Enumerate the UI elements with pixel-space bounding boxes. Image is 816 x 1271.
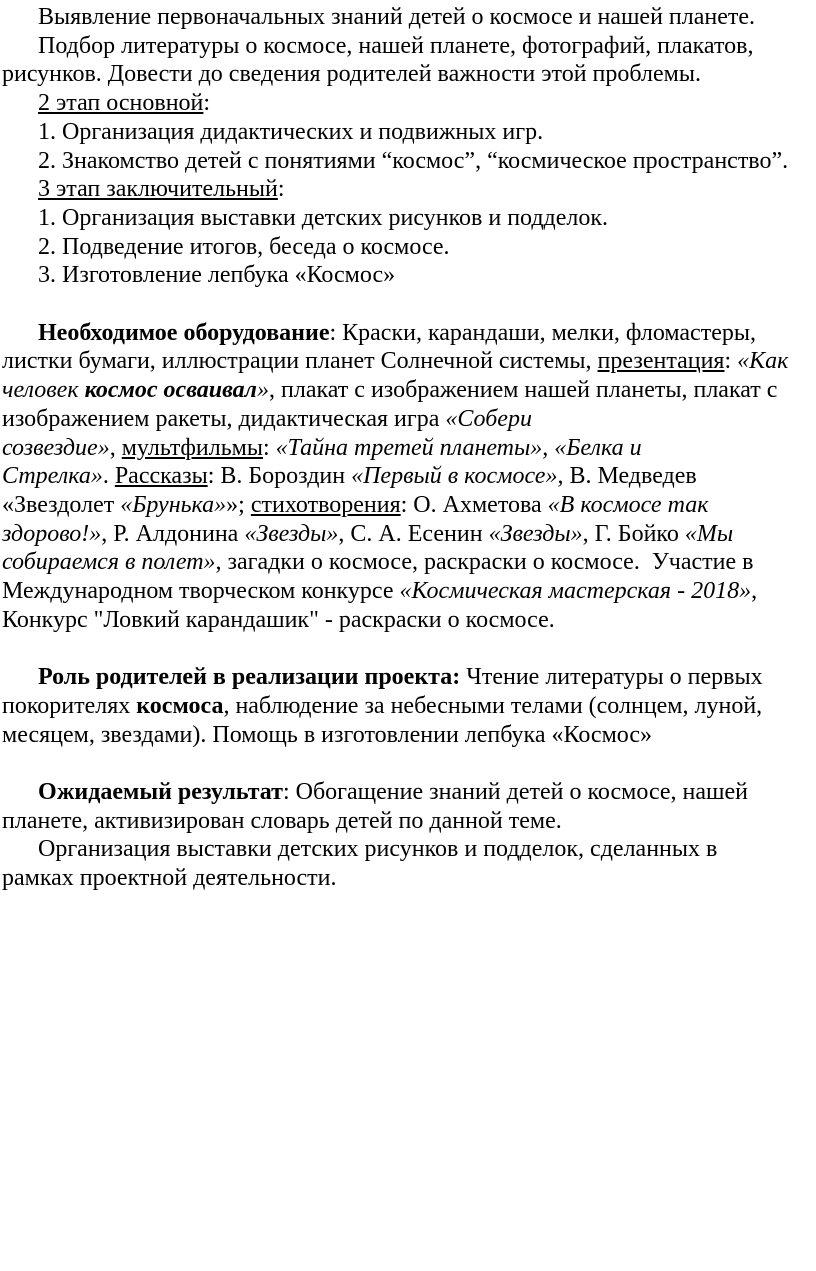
text-run: , С. А. Есенин [338,520,489,547]
text-run: «Мы [684,520,734,547]
text-line [2,32,798,61]
text-run: «Звездолет [2,491,121,518]
text-line [2,118,798,147]
text-run: стихотворения [250,491,401,518]
text-run: месяцем, звездами). Помощь в изготовлении лепбука «Космос» [2,721,653,748]
text-run: «Первый в космосе» [351,463,558,490]
text-run: созвездие» [2,434,110,461]
text-run: космос осваивал [84,377,257,404]
intro-paragraph-1 [2,3,798,32]
stage-2-item-1 [2,118,798,147]
text-line [2,376,798,405]
intro-paragraph-2 [2,32,798,89]
text-run: , Г. Бойко [582,520,685,547]
text-run: , [109,434,122,461]
text-run: изображением ракеты, дидактическая игра [2,405,446,432]
text-run: , наблюдение за небесными телами (солнцем, луной, [223,692,763,719]
text-run: : Обогащение знаний детей о космосе, нашей [282,778,749,805]
text-run: Необходимое оборудование [38,319,330,346]
stage-3-item-3 [2,261,798,290]
text-run: Стрелка» [2,463,103,490]
text-line [2,233,798,262]
text-line [2,147,798,176]
text-run: космоса [136,692,224,719]
text-run: 1. Организация дидактических и подвижных игр. [38,118,544,145]
text-run: Конкурс "Ловкий карандашик" - раскраски о космосе. [2,606,555,633]
text-run: «Как [737,348,789,375]
equipment-paragraph [2,319,798,635]
text-run: Рассказы [114,463,208,490]
text-run: Ожидаемый результат [38,778,283,805]
text-run: «Брунька» [120,491,227,518]
stage-2-heading [2,89,798,118]
text-run: «В космосе так [547,491,709,518]
text-run: : [277,176,285,203]
text-line [2,319,798,348]
text-line [2,89,798,118]
text-run: , Р. Алдонина [101,520,245,547]
text-line [2,606,798,635]
blank-spacer [2,749,798,778]
text-line [2,405,798,434]
text-run: : О. Ахметова [400,491,548,518]
blank-line [2,290,798,319]
text-run: презентация [597,348,725,375]
stage-2-item-2 [2,147,798,176]
text-line [2,864,798,893]
text-line [2,204,798,233]
stage-3-heading [2,175,798,204]
text-run: рисунков. Довести до сведения родителей важности этой проблемы. [2,61,701,88]
text-run: планете, активизирован словарь детей по данной теме. [2,807,562,834]
text-run: : [724,348,738,375]
text-run: рамках проектной деятельности. [2,865,337,892]
text-line [2,778,798,807]
text-run: , плакат с изображением нашей планеты, плакат с [269,377,778,404]
text-line [2,692,798,721]
exhibition-paragraph [2,835,798,892]
text-run: Подбор литературы о космосе, нашей планете, фотографий, плакатов, [38,32,754,59]
text-run: 3 этап заключительный [38,176,278,203]
text-run: здорово!» [2,520,102,547]
text-run: «Тайна третей планеты», «Белка и [275,434,642,461]
text-line [2,347,798,376]
text-run: 2 этап основной [38,90,204,117]
text-line [2,577,798,606]
text-run: : В. Бороздин [207,463,352,490]
text-run: 3. Изготовление лепбука «Космос» [38,262,396,289]
blank-line [2,749,798,778]
text-line [2,3,798,32]
text-run: : [203,90,211,117]
blank-spacer [2,290,798,319]
text-run: : [262,434,276,461]
text-run: Выявление первоначальных знаний детей о космосе и нашей планете. [38,4,756,30]
text-run: Чтение литературы о первых [460,664,763,691]
text-line [2,60,798,89]
text-line [2,175,798,204]
text-line [2,520,798,549]
text-line [2,721,798,750]
text-run: Организация выставки детских рисунков и подделок, сделанных в [38,836,718,863]
text-line [2,548,798,577]
text-run: , загадки о космосе, раскраски о космосе. Участие в [215,549,754,576]
text-run: : Краски, карандаши, мелки, фломастеры, [329,319,756,346]
text-run: «Собери [445,405,532,432]
text-run: 2. Знакомство детей с понятиями “космос”, “космическое пространство”. [38,147,789,174]
text-run: Роль родителей в реализации проекта: [38,664,461,691]
text-run: мультфильмы [121,434,263,461]
parents-role-paragraph [2,663,798,749]
blank-spacer [2,634,798,663]
text-run: Международном творческом конкурсе [2,578,400,605]
expected-result-paragraph [2,778,798,835]
blank-line [2,634,798,663]
stage-3-item-2 [2,233,798,262]
text-run: человек [2,377,85,404]
text-run: » [257,377,269,404]
text-run: , В. Медведев [557,463,697,490]
text-line [2,663,798,692]
text-line [2,835,798,864]
text-run: . [102,463,115,490]
text-run: листки бумаги, иллюстрации планет Солнечной системы, [2,348,598,375]
document-body [2,3,798,893]
text-line [2,434,798,463]
text-run: 2. Подведение итогов, беседа о космосе. [38,233,450,260]
text-line [2,491,798,520]
text-run: собираемся в полет» [2,549,216,576]
text-line [2,807,798,836]
text-line [2,462,798,491]
text-line [2,261,798,290]
text-run: «Космическая мастерская - 2018» [399,578,752,605]
text-run: , [751,578,758,605]
text-run: «Звезды» [244,520,339,547]
stage-3-item-1 [2,204,798,233]
text-run: »; [226,491,251,518]
text-run: покорителях [2,692,137,719]
text-run: 1. Организация выставки детских рисунков и подделок. [38,204,609,231]
text-run: «Звезды» [488,520,583,547]
